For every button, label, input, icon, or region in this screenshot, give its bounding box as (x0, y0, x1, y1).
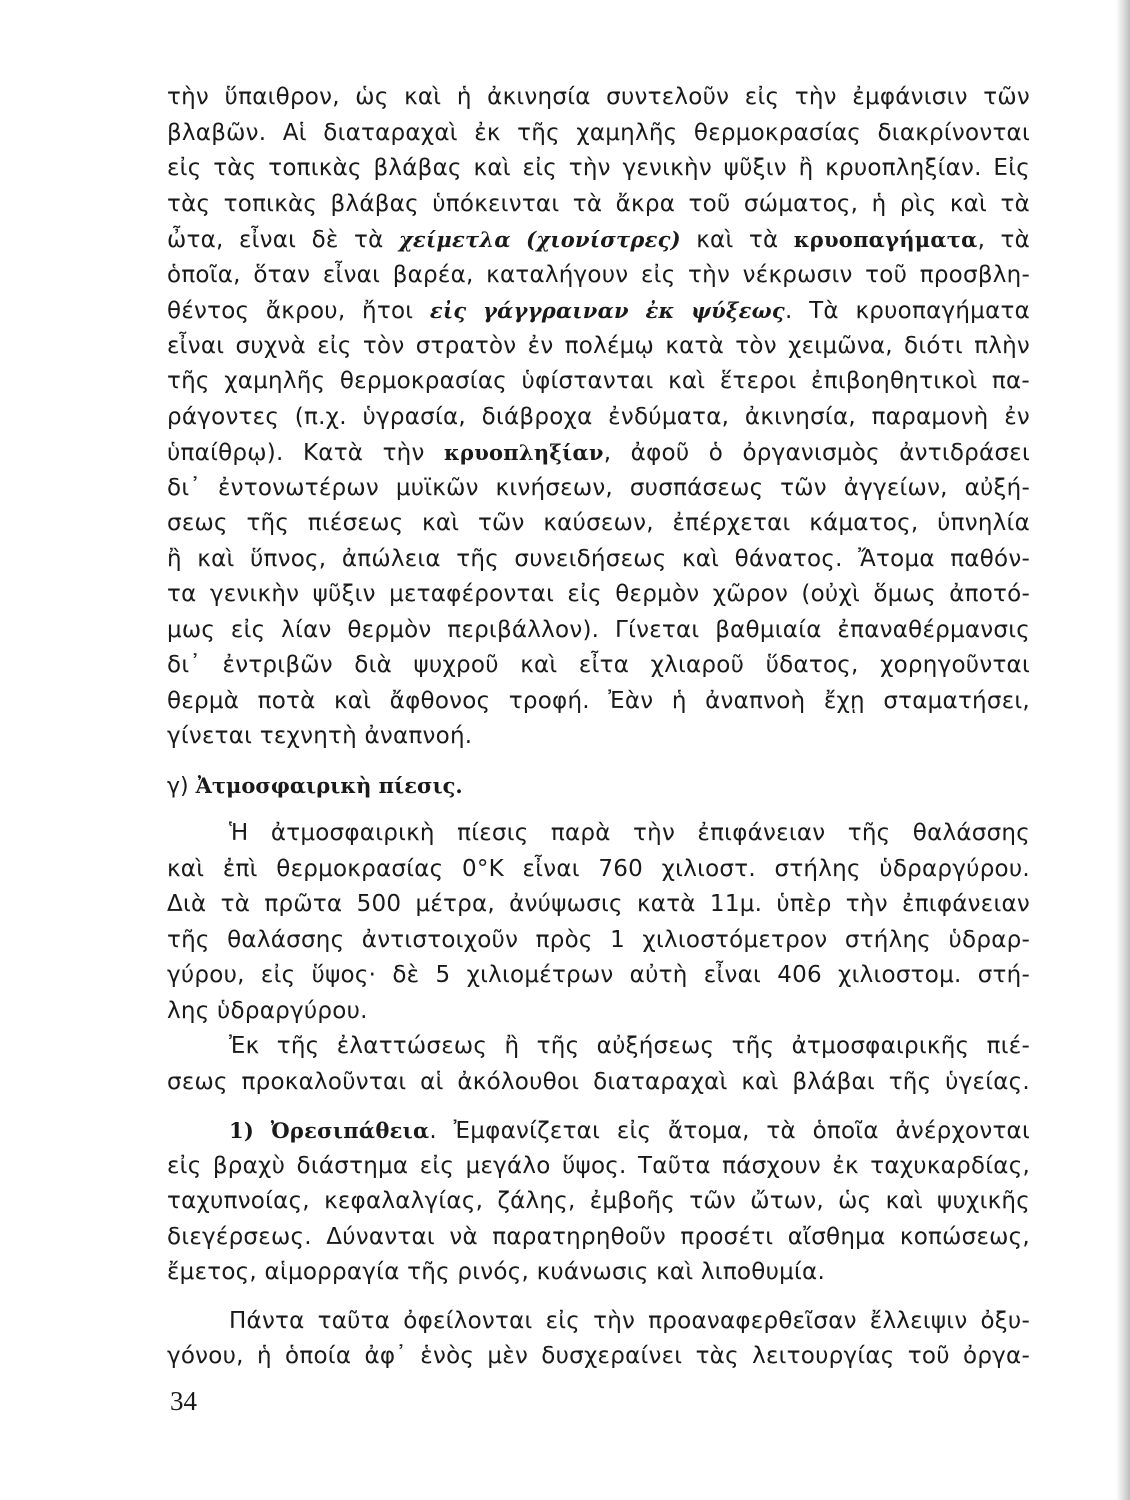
text-line: Ἐκ τῆς ἐλαττώσεως ἢ τῆς αὐξήσεως τῆς ἀτμοσφαιρικῆς πιέ- (229, 1033, 1030, 1059)
text-line: εἶναι συχνὰ εἰς τὸν στρατὸν ἐν πολέμῳ κατὰ τὸν χειμῶνα, διότι πλὴν (167, 332, 1030, 359)
text-segment: ὦτα, εἶναι δὲ τὰ (167, 227, 399, 253)
text-line: τῆς χαμηλῆς θερμοκρασίας ὑφίστανται καὶ ἕτεροι ἐπιβοηθητικοὶ πα- (167, 368, 1030, 394)
text-line: θερμὰ ποτὰ καὶ ἄφθονος τροφή. Ἐὰν ἡ ἀναπνοὴ ἔχῃ σταματήσει, (167, 687, 1030, 714)
text-line: τῆς θαλάσσης ἀντιστοιχοῦν πρὸς 1 χιλιοστόμετρον στήλης ὑδραρ- (167, 926, 1030, 953)
text-line: Πάντα ταῦτα ὀφείλονται εἰς τὴν προαναφερθεῖσαν ἔλλειψιν ὀξυ- (229, 1307, 1030, 1334)
text-line: γίνεται τεχνητὴ ἀναπνοή. (167, 723, 473, 749)
text-line: δι᾽ ἐντριβῶν διὰ ψυχροῦ καὶ εἶτα χλιαροῦ ὕδατος, χορηγοῦνται (167, 652, 1030, 678)
page-number: 34 (170, 1386, 197, 1416)
text-line: τὰς τοπικὰς βλάβας ὑπόκεινται τὰ ἄκρα τοῦ σώματος, ἡ ρὶς καὶ τὰ (167, 190, 1030, 217)
text-segment: , τὰ (977, 227, 1031, 253)
text-line: γύρου, εἰς ὕψος· δὲ 5 χιλιομέτρων αὐτὴ εἶναι 406 χιλιοστομ. στή- (167, 962, 1030, 988)
text-line (167, 1113, 1030, 1149)
text-segment: , ἀφοῦ ὁ ὀργανισμὸς ἀντιδράσει (603, 440, 1030, 466)
text-line: Διὰ τὰ πρῶτα 500 μέτρα, ἀνύψωσις κατὰ 11μ. ὑπὲρ τὴν ἐπιφάνειαν (167, 891, 1030, 917)
text-line: διεγέρσεως. Δύνανται νὰ παρατηρηθοῦν προσέτι αἴσθημα κοπώσεως, (167, 1223, 1030, 1250)
text-line: ἔμετος, αἱμορραγία τῆς ρινός, κυάνωσις καὶ λιποθυμία. (167, 1259, 826, 1285)
item-number: 1) (229, 1118, 271, 1143)
text-segment: καὶ τὰ (680, 227, 794, 253)
text-line: τὴν ὕπαιθρον, ὡς καὶ ἡ ἀκινησία συντελοῦν εἰς τὴν ἐμφάνισιν τῶν (167, 84, 1030, 110)
text-line: λης ὑδραργύρου. (167, 997, 368, 1024)
text-line (167, 222, 1030, 258)
term-altitude-sickness: Ὀρεσιπάθεια (270, 1118, 430, 1143)
text-line: ταχυπνοίας, κεφαλαλγίας, ζάλης, ἐμβοῆς τῶν ὤτων, ὡς καὶ ψυχικῆς (167, 1188, 1030, 1214)
text-line: σεως προκαλοῦνται αἱ ἀκόλουθοι διαταραχαὶ καὶ βλάβαι τῆς ὑγείας. (167, 1068, 1030, 1095)
term-gangrene: εἰς γάγγραιναν ἐκ ψύξεως (429, 298, 785, 323)
text-line: ὁποῖα, ὅταν εἶναι βαρέα, καταλήγουν εἰς τὴν νέκρωσιν τοῦ προσβλη- (167, 261, 1030, 288)
section-heading (167, 768, 1030, 804)
page-edge-shadow (1116, 0, 1130, 1500)
body-text (167, 80, 1030, 1375)
text-line: ἢ καὶ ὕπνος, ἀπώλεια τῆς συνειδήσεως καὶ θάνατος. Ἄτομα παθόν- (167, 545, 1030, 572)
text-line: καὶ ἐπὶ θερμοκρασίας 0°K εἶναι 760 χιλιοστ. στήλης ὑδραργύρου. (167, 855, 1030, 882)
text-line: μως εἰς λίαν θερμὸν περιβάλλον). Γίνεται βαθμιαία ἐπαναθέρμανσις (167, 616, 1030, 643)
text-segment: . Τὰ κρυοπαγήματα (784, 298, 1030, 324)
text-segment: ὑπαίθρῳ). Κατὰ τὴν (167, 440, 444, 466)
text-line: γόνου, ἡ ὁποία ἀφ᾽ ἑνὸς μὲν δυσχεραίνει τὰς λειτουργίας τοῦ ὀργα- (167, 1343, 1030, 1369)
heading-title: Ἀτμοσφαιρικὴ πίεσις. (195, 772, 463, 798)
text-line: εἰς τὰς τοπικὰς βλάβας καὶ εἰς τὴν γενικὴν ψῦξιν ἢ κρυοπληξίαν. Εἰς (167, 155, 1030, 181)
text-line: εἰς βραχὺ διάστημα εἰς μεγάλο ὕψος. Ταῦτα πάσχουν ἐκ ταχυκαρδίας, (167, 1152, 1030, 1179)
term-frostbite: κρυοπαγήματα (793, 227, 978, 252)
term-chilblains: χείμετλα (χιονίστρες) (398, 227, 681, 252)
heading-prefix: γ) (167, 773, 196, 799)
text-line: βλαβῶν. Αἱ διαταραχαὶ ἐκ τῆς χαμηλῆς θερμοκρασίας διακρίνονται (167, 119, 1030, 146)
text-line (167, 435, 1030, 471)
text-line (167, 293, 1030, 329)
text-segment: θέντος ἄκρου, ἤτοι (167, 298, 430, 324)
text-line: ράγοντες (π.χ. ὑγρασία, διάβροχα ἐνδύματα, ἀκινησία, παραμονὴ ἐν (167, 403, 1030, 430)
text-line: σεως τῆς πιέσεως καὶ τῶν καύσεων, ἐπέρχεται κάματος, ὑπνηλία (167, 510, 1030, 536)
term-hypothermia: κρυοπληξίαν (444, 440, 604, 465)
text-segment: . Ἐμφανίζεται εἰς ἄτομα, τὰ ὁποῖα ἀνέρχονται (429, 1118, 1030, 1144)
text-line: Ἡ ἀτμοσφαιρικὴ πίεσις παρὰ τὴν ἐπιφάνειαν τῆς θαλάσσης (229, 820, 1030, 846)
text-line: δι᾽ ἐντονωτέρων μυϊκῶν κινήσεων, συσπάσεως τῶν ἀγγείων, αὐξή- (167, 474, 1030, 501)
text-line: τα γενικὴν ψῦξιν μεταφέρονται εἰς θερμὸν χῶρον (οὐχὶ ὅμως ἀποτό- (167, 581, 1030, 607)
